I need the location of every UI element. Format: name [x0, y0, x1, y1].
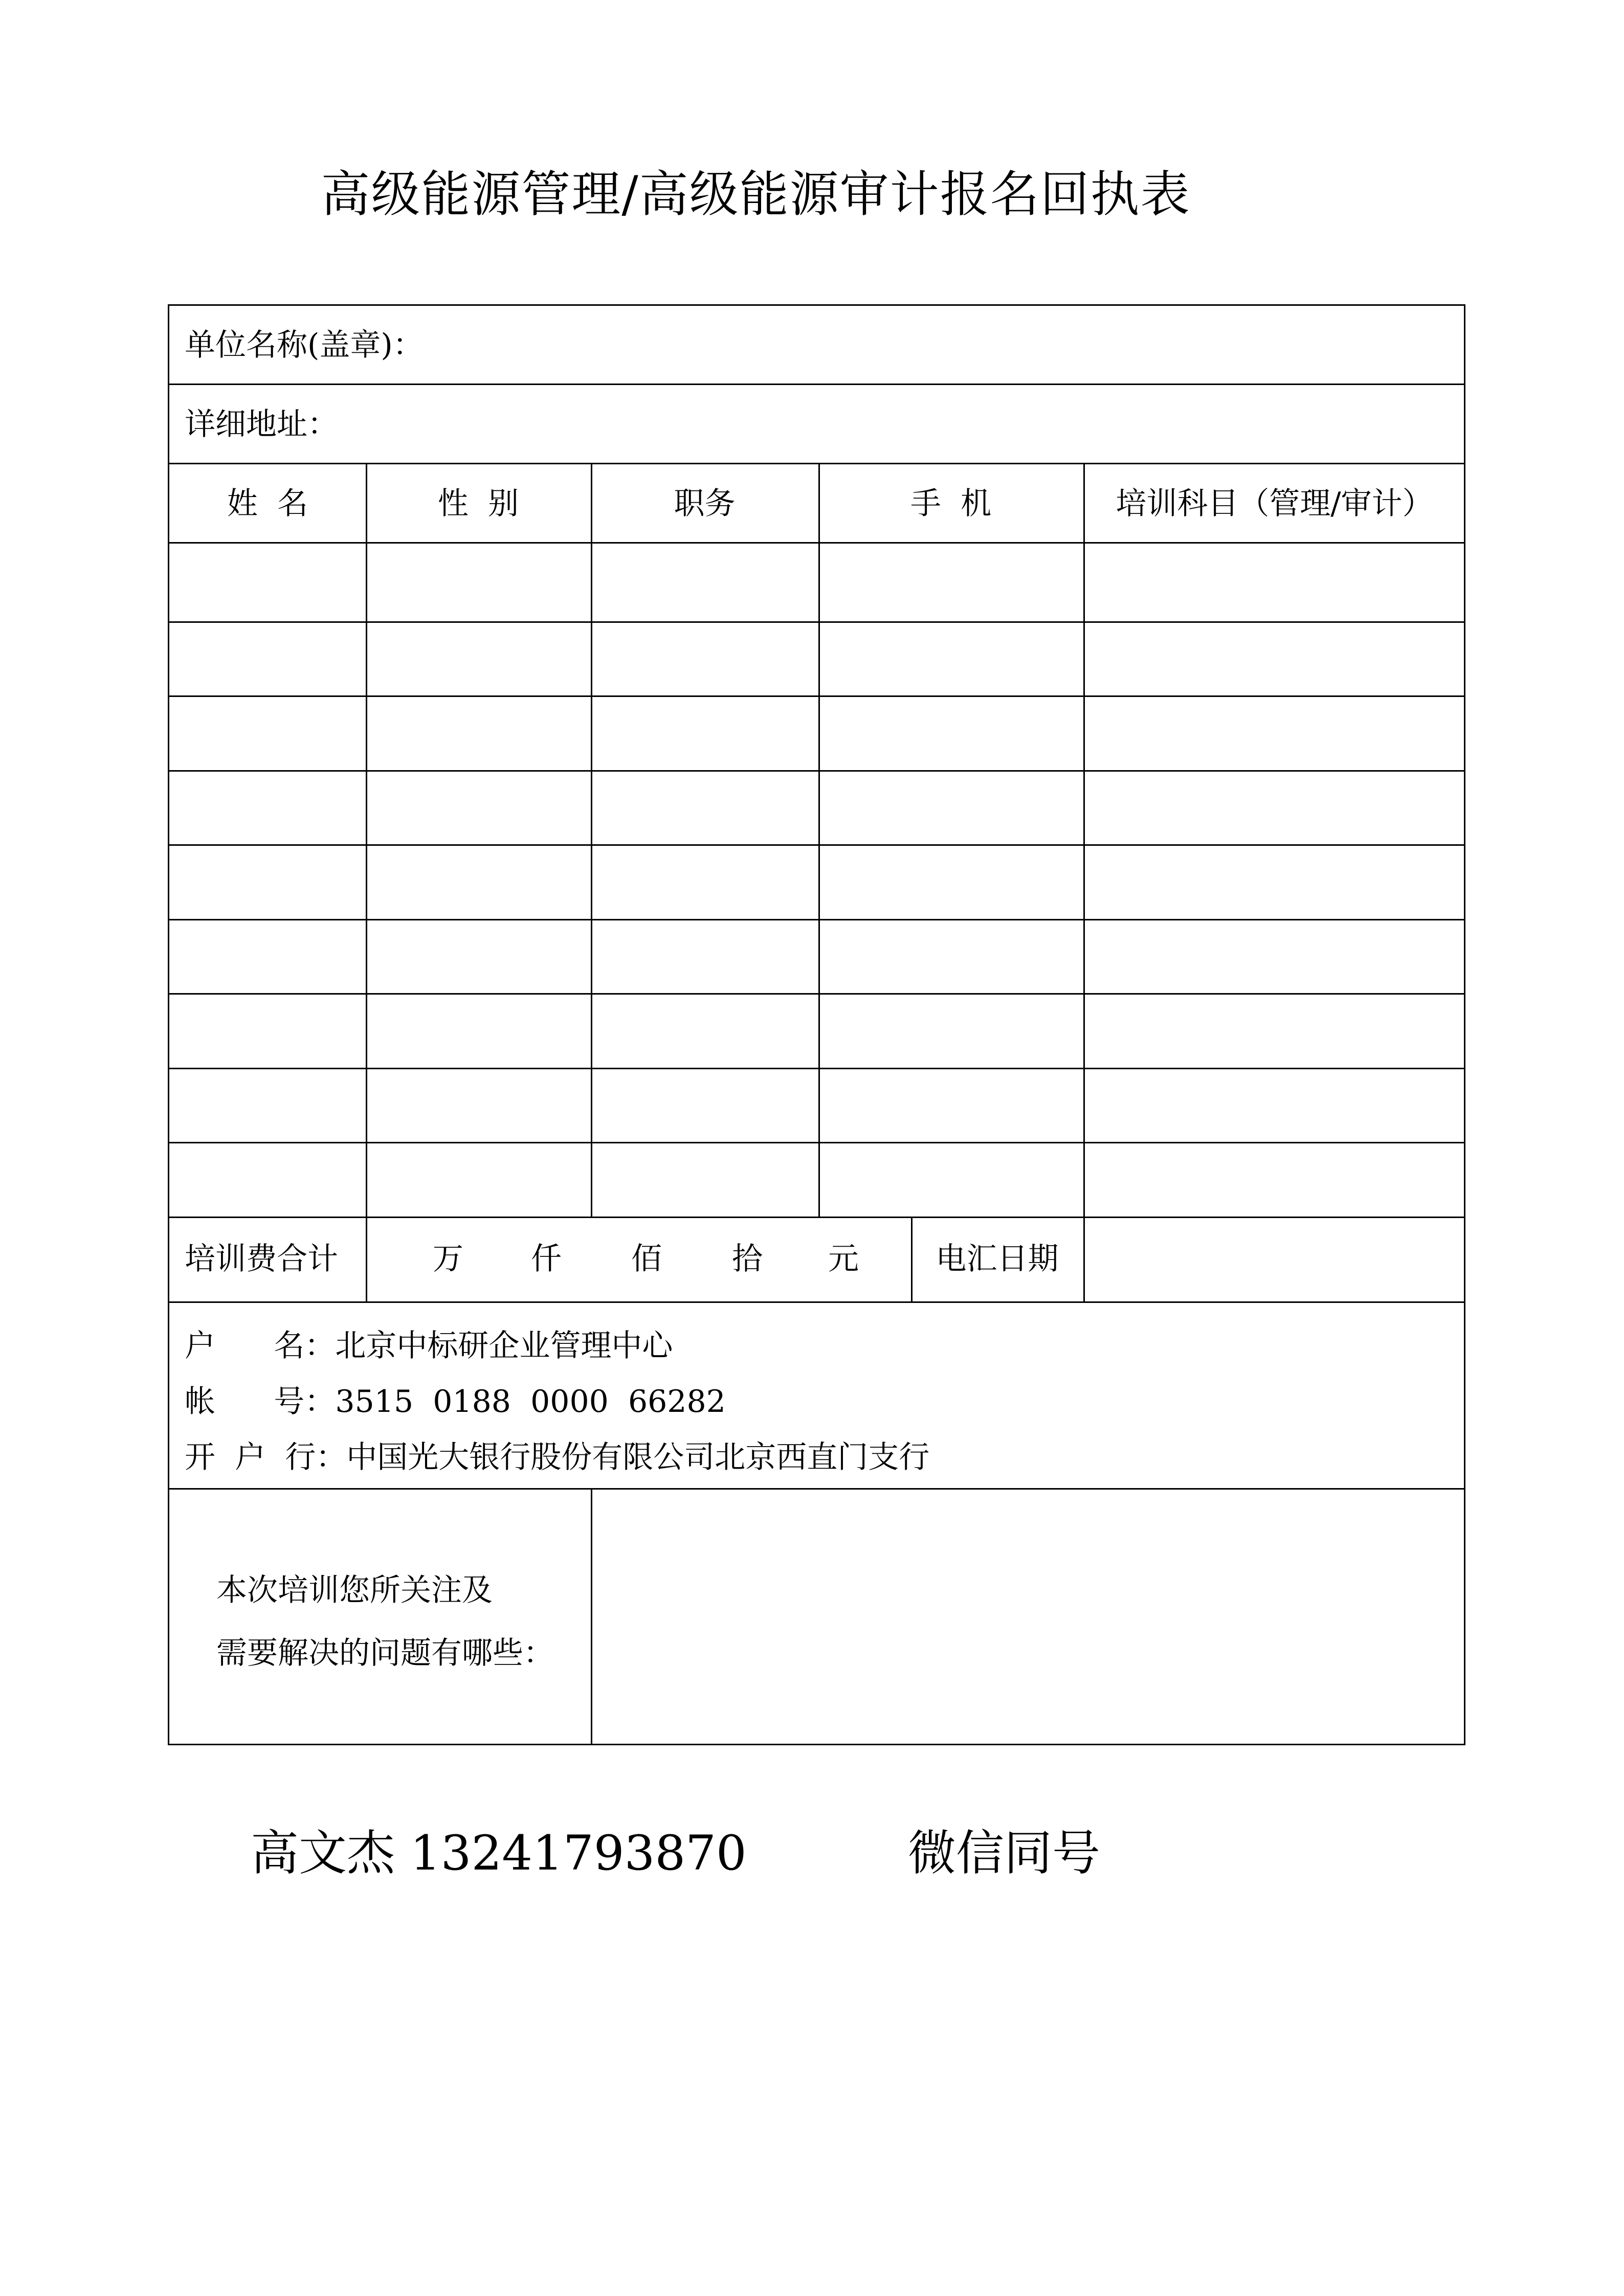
page-title-text: 高级能源管理/高级能源审计报名回执表	[321, 166, 1191, 223]
fee-unit-bai: 佰	[631, 1241, 662, 1277]
question-label-line2: 需要解决的问题有哪些：	[216, 1635, 554, 1671]
col-divider	[818, 463, 820, 1217]
bank-account-number: 帐 号：3515 0188 0000 66282	[185, 1384, 726, 1420]
row-divider	[169, 993, 1465, 995]
row-divider	[169, 695, 1465, 697]
row-divider	[169, 1217, 1465, 1218]
row-divider	[169, 770, 1465, 772]
row-divider	[169, 919, 1465, 920]
fee-unit-wan: 万	[433, 1241, 463, 1277]
bank-account-name: 户 名：北京中标研企业管理中心	[185, 1328, 673, 1364]
row-divider	[169, 384, 1465, 385]
row-divider	[169, 463, 1465, 464]
col-divider	[1083, 1217, 1085, 1301]
header-name: 姓 名	[227, 486, 308, 522]
row-divider	[169, 542, 1465, 544]
row-divider	[169, 621, 1465, 623]
col-divider	[366, 463, 367, 1217]
row-divider	[169, 1142, 1465, 1143]
header-mobile: 手 机	[910, 486, 992, 522]
wire-date-label: 电汇日期	[936, 1241, 1059, 1277]
col-divider	[366, 1217, 367, 1301]
contact-name-phone: 高文杰 13241793870	[251, 1826, 747, 1881]
header-subject: 培训科目（管理/审计）	[1116, 486, 1433, 522]
question-label-line1: 本次培训您所关注及	[216, 1572, 493, 1608]
fee-unit-shi: 拾	[732, 1241, 763, 1277]
row-divider	[169, 1068, 1465, 1069]
fee-unit-qian: 仟	[531, 1241, 562, 1277]
header-gender: 性 别	[437, 486, 519, 522]
address-label: 详细地址：	[185, 407, 338, 442]
fee-unit-yuan: 元	[828, 1241, 859, 1277]
row-divider	[169, 1301, 1465, 1303]
row-divider	[169, 1488, 1465, 1490]
wechat-note: 微信同号	[908, 1826, 1101, 1881]
col-divider	[1083, 463, 1085, 1217]
unit-name-label: 单位名称(盖章)：	[185, 327, 424, 363]
registration-form	[168, 304, 1465, 1745]
col-divider	[591, 1488, 592, 1745]
bank-branch-name: 开 户 行：中国光大银行股份有限公司北京西直门支行	[185, 1439, 930, 1475]
page-title	[0, 153, 1624, 235]
fee-total-label: 培训费合计	[185, 1241, 338, 1277]
row-divider	[169, 844, 1465, 846]
col-divider	[591, 463, 592, 1217]
header-position: 职务	[674, 486, 736, 522]
